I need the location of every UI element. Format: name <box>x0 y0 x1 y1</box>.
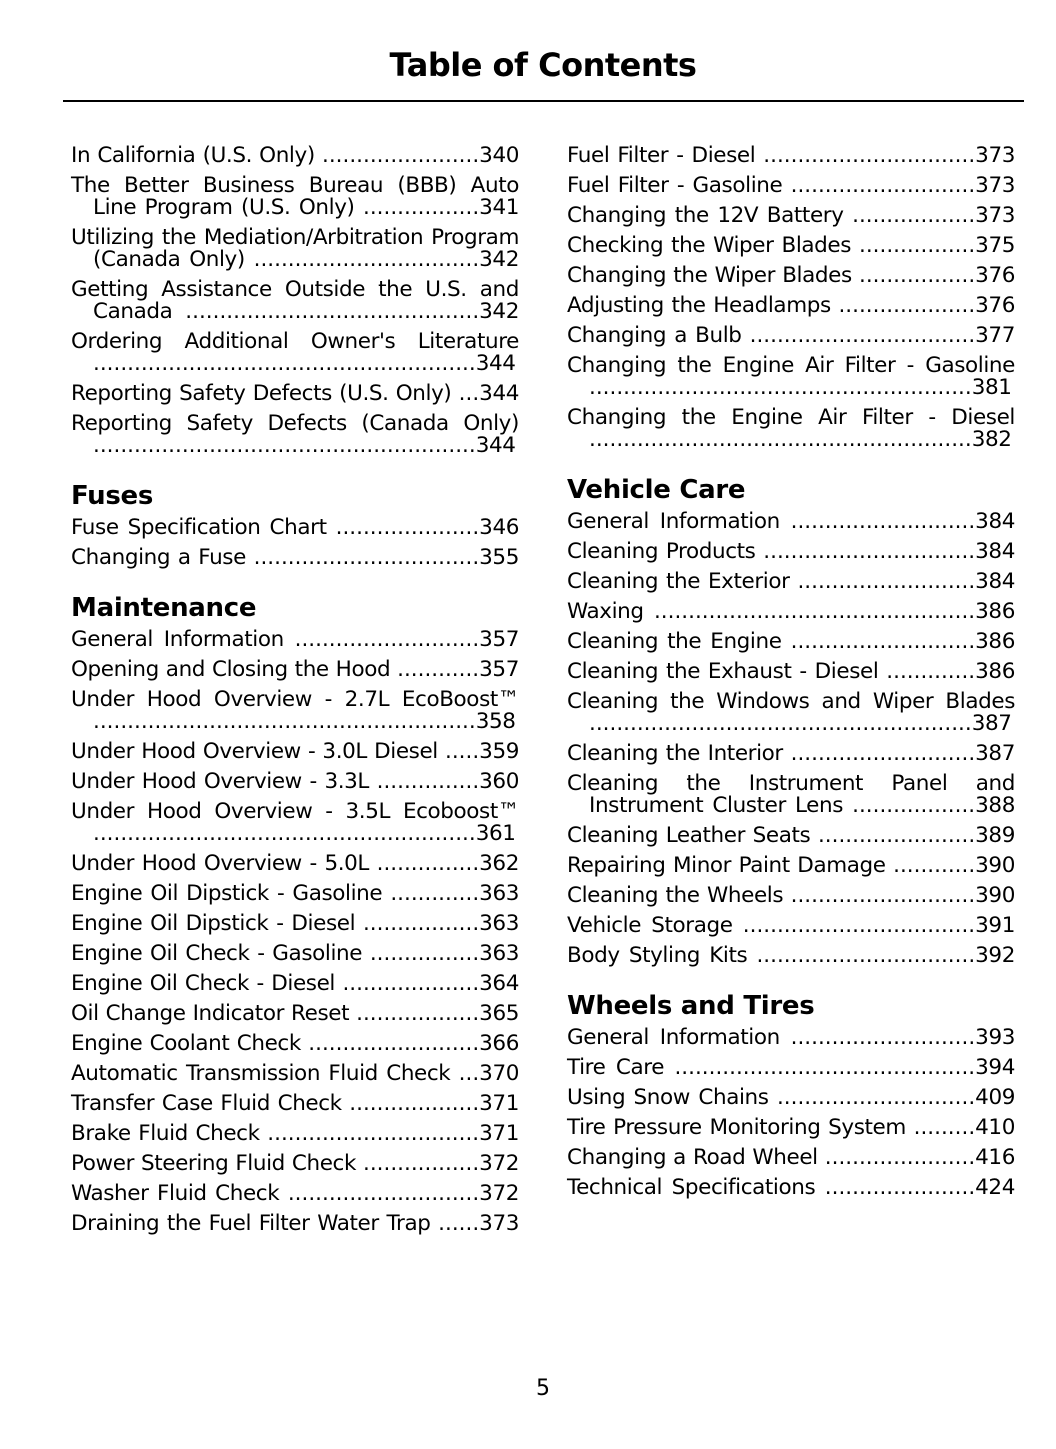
dot-leader: ................... <box>349 1091 480 1116</box>
toc-entry[interactable] <box>567 743 1015 765</box>
dot-leader: ............... <box>376 851 480 876</box>
toc-entry-page: 390 <box>975 883 1015 908</box>
toc-entry-title: General Information <box>567 509 780 534</box>
dot-leader: .................... <box>342 971 480 996</box>
toc-entry-title: Reporting Safety Defects (U.S. Only) <box>71 381 452 406</box>
dot-leader: ............. <box>390 881 480 906</box>
toc-entry-title: Cleaning the Instrument Panel and Instrument Cluster Lens <box>567 771 1015 818</box>
toc-entry-page: 364 <box>479 971 519 996</box>
dot-leader: .................................. <box>742 913 976 938</box>
toc-entry-page: 341 <box>479 195 520 220</box>
toc-entry-page: 359 <box>479 739 520 764</box>
toc-entry[interactable] <box>567 601 1015 623</box>
toc-entry-title: Ordering Additional Owner's Literature <box>71 329 519 354</box>
dot-leader: ....................... <box>817 823 976 848</box>
toc-entry-page: 376 <box>975 263 1016 288</box>
toc-entry[interactable] <box>71 973 519 995</box>
toc-entry-title: Fuel Filter - Diesel <box>567 143 756 168</box>
toc-entry-title: Waxing <box>567 599 644 624</box>
dot-leader: ........................................................ <box>93 433 476 458</box>
toc-entry[interactable] <box>71 1033 519 1055</box>
toc-entry-page: 342 <box>479 247 519 272</box>
toc-entry-page: 358 <box>475 709 516 734</box>
toc-entry[interactable] <box>567 1027 1015 1049</box>
toc-entry-title: Cleaning the Exterior <box>567 569 790 594</box>
toc-entry[interactable] <box>71 331 519 375</box>
dot-leader: ................. <box>362 911 480 936</box>
toc-entry[interactable] <box>567 1117 1015 1139</box>
toc-entry-title: General Information <box>71 627 284 652</box>
toc-entry[interactable] <box>567 541 1015 563</box>
toc-entry-page: 382 <box>971 427 1012 452</box>
toc-entry-title: Automatic Transmission Fluid Check <box>71 1061 451 1086</box>
toc-entry[interactable] <box>567 915 1015 937</box>
toc-entry-title: Draining the Fuel Filter Water Trap <box>71 1211 431 1236</box>
dot-leader: ...................... <box>824 1145 976 1170</box>
toc-entry-page: 363 <box>479 911 519 936</box>
dot-leader: .......................... <box>797 569 976 594</box>
toc-entry[interactable] <box>567 265 1015 287</box>
toc-entry-page: 373 <box>975 203 1016 228</box>
toc-entry-page: 344 <box>479 381 520 406</box>
toc-entry[interactable] <box>71 629 519 651</box>
dot-leader: .................... <box>838 293 976 318</box>
dot-leader: ..... <box>445 739 480 764</box>
toc-entry-page: 340 <box>479 143 520 168</box>
dot-leader: ............................. <box>776 1085 976 1110</box>
toc-entry-title: Body Styling Kits <box>567 943 748 968</box>
section-heading: Fuses <box>71 481 154 511</box>
toc-entry[interactable] <box>567 295 1015 317</box>
toc-entry-page: 410 <box>975 1115 1015 1140</box>
toc-entry[interactable] <box>71 175 519 219</box>
toc-entry-page: 362 <box>479 851 519 876</box>
dot-leader: ................ <box>369 941 480 966</box>
dot-leader: ........................................... <box>185 299 480 324</box>
toc-entry-title: Power Steering Fluid Check <box>71 1151 357 1176</box>
dot-leader: ..................... <box>335 515 480 540</box>
toc-entry[interactable] <box>567 205 1015 227</box>
toc-entry[interactable] <box>567 571 1015 593</box>
toc-entry-page: 387 <box>975 741 1015 766</box>
dot-leader: ............ <box>397 657 480 682</box>
toc-entry[interactable] <box>71 279 519 323</box>
toc-entry-page: 346 <box>479 515 520 540</box>
dot-leader: .................. <box>852 203 976 228</box>
dot-leader: ................................. <box>253 247 480 272</box>
page-title: Table of Contents <box>389 46 697 84</box>
toc-entry[interactable] <box>71 853 519 875</box>
toc-entry-page: 373 <box>479 1211 520 1236</box>
toc-entry-page: 355 <box>479 545 519 570</box>
toc-entry-page: 386 <box>975 659 1015 684</box>
dot-leader: ......... <box>913 1115 976 1140</box>
dot-leader: ................. <box>362 1151 480 1176</box>
toc-entry-title: Oil Change Indicator Reset <box>71 1001 350 1026</box>
toc-entry-page: 363 <box>479 941 520 966</box>
toc-entry-title: Changing a Bulb <box>567 323 742 348</box>
toc-entry[interactable] <box>567 631 1015 653</box>
toc-column-right <box>567 145 1015 1207</box>
toc-entry[interactable] <box>71 689 519 733</box>
toc-entry-page: 360 <box>479 769 519 794</box>
toc-entry[interactable] <box>71 413 519 457</box>
toc-entry-title: Changing the Wiper Blades <box>567 263 852 288</box>
toc-entry-title: Cleaning the Interior <box>567 741 783 766</box>
dot-leader: .................. <box>356 1001 480 1026</box>
dot-leader: ... <box>458 381 480 406</box>
toc-entry[interactable] <box>71 1093 519 1115</box>
dot-leader: ............................................ <box>674 1055 976 1080</box>
dot-leader: ............ <box>893 853 976 878</box>
toc-entry-title: Brake Fluid Check <box>71 1121 260 1146</box>
toc-entry-title: Cleaning the Windows and Wiper Blades <box>567 689 1015 714</box>
toc-entry-title: Changing the Engine Air Filter - Diesel <box>567 405 1015 430</box>
dot-leader: ........................... <box>790 509 976 534</box>
toc-entry[interactable] <box>71 1063 519 1085</box>
toc-entry-page: 365 <box>479 1001 520 1026</box>
toc-entry-page: 342 <box>479 299 519 324</box>
toc-entry[interactable] <box>567 945 1015 967</box>
toc-entry[interactable] <box>567 1087 1015 1109</box>
toc-entry-page: 386 <box>975 599 1015 624</box>
toc-entry[interactable] <box>71 659 519 681</box>
toc-entry[interactable] <box>71 1183 519 1205</box>
toc-entry-page: 344 <box>475 433 516 458</box>
dot-leader: ................. <box>858 263 976 288</box>
toc-entry-title: Under Hood Overview - 3.5L Ecoboost™ <box>71 799 519 824</box>
toc-entry[interactable] <box>567 691 1015 735</box>
toc-entry-title: Getting Assistance Outside the U.S. and Canada <box>71 277 519 324</box>
toc-entry-title: Tire Care <box>567 1055 665 1080</box>
dot-leader: ........................... <box>790 741 976 766</box>
toc-entry[interactable] <box>71 913 519 935</box>
toc-entry[interactable] <box>71 741 519 763</box>
title-divider <box>63 100 1024 102</box>
page-number: 5 <box>536 1376 550 1401</box>
toc-entry-title: Washer Fluid Check <box>71 1181 280 1206</box>
toc-entry[interactable] <box>71 771 519 793</box>
toc-entry-page: 371 <box>479 1121 519 1146</box>
toc-entry-page: 370 <box>479 1061 520 1086</box>
toc-entry-title: Engine Oil Dipstick - Diesel <box>71 911 356 936</box>
toc-entry-page: 376 <box>975 293 1015 318</box>
toc-entry-page: 424 <box>975 1175 1015 1200</box>
toc-entry-page: 372 <box>479 1151 520 1176</box>
dot-leader: ........................................................ <box>589 427 972 452</box>
toc-entry-title: Cleaning Products <box>567 539 756 564</box>
toc-entry-page: 366 <box>479 1031 519 1056</box>
section-heading: Vehicle Care <box>567 475 746 505</box>
dot-leader: ................................. <box>749 323 976 348</box>
toc-entry[interactable] <box>567 855 1015 877</box>
toc-entry-page: 384 <box>975 509 1016 534</box>
toc-entry[interactable] <box>567 235 1015 257</box>
toc-entry[interactable] <box>71 801 519 845</box>
toc-entry-title: Engine Coolant Check <box>71 1031 301 1056</box>
toc-entry-title: The Better Business Bureau (BBB) Auto Line Program (U.S. Only) <box>71 173 519 220</box>
toc-entry-page: 392 <box>975 943 1015 968</box>
toc-entry[interactable] <box>71 1003 519 1025</box>
toc-entry[interactable] <box>71 1153 519 1175</box>
toc-entry[interactable] <box>71 517 519 539</box>
toc-entry-title: Cleaning the Engine <box>567 629 782 654</box>
toc-entry-page: 384 <box>975 569 1016 594</box>
toc-entry-title: Engine Oil Check - Gasoline <box>71 941 363 966</box>
toc-entry[interactable] <box>71 547 519 569</box>
toc-entry[interactable] <box>71 943 519 965</box>
toc-entry-title: Cleaning the Wheels <box>567 883 784 908</box>
toc-entry-title: Changing the Engine Air Filter - Gasoline <box>567 353 1015 378</box>
toc-entry-page: 386 <box>975 629 1015 654</box>
toc-column-left <box>71 145 519 1243</box>
toc-entry-page: 357 <box>479 627 520 652</box>
toc-entry-title: Checking the Wiper Blades <box>567 233 852 258</box>
toc-entry-title: General Information <box>567 1025 780 1050</box>
dot-leader: ........................................................ <box>589 711 972 736</box>
dot-leader: ............. <box>886 659 976 684</box>
toc-entry-page: 416 <box>975 1145 1015 1170</box>
dot-leader: ............................... <box>763 143 976 168</box>
toc-entry[interactable] <box>567 885 1015 907</box>
toc-entry-page: 361 <box>475 821 516 846</box>
toc-entry[interactable] <box>71 883 519 905</box>
dot-leader: ....................... <box>321 143 480 168</box>
toc-entry[interactable] <box>71 383 519 405</box>
toc-entry[interactable] <box>71 145 519 167</box>
toc-entry[interactable] <box>567 825 1015 847</box>
dot-leader: ............................... <box>267 1121 480 1146</box>
toc-entry-title: Reporting Safety Defects (Canada Only) <box>71 411 519 436</box>
dot-leader: ........................................................ <box>93 351 476 376</box>
toc-entry[interactable] <box>567 325 1015 347</box>
dot-leader: ......................... <box>308 1031 480 1056</box>
toc-entry-title: Vehicle Storage <box>567 913 733 938</box>
dot-leader: ........................................................ <box>93 709 476 734</box>
dot-leader: ................. <box>362 195 480 220</box>
toc-entry-title: Using Snow Chains <box>567 1085 769 1110</box>
dot-leader: ........................... <box>790 883 976 908</box>
toc-entry[interactable] <box>567 145 1015 167</box>
toc-entry[interactable] <box>71 1123 519 1145</box>
toc-entry-title: Engine Oil Check - Diesel <box>71 971 336 996</box>
dot-leader: ............... <box>376 769 480 794</box>
toc-entry-page: 381 <box>971 375 1012 400</box>
toc-entry-title: Tire Pressure Monitoring System <box>567 1115 906 1140</box>
dot-leader: ........................................................ <box>93 821 476 846</box>
toc-entry-title: Transfer Case Fluid Check <box>71 1091 342 1116</box>
section-heading: Maintenance <box>71 593 257 623</box>
toc-entry-page: 393 <box>975 1025 1016 1050</box>
toc-entry-title: Engine Oil Dipstick - Gasoline <box>71 881 383 906</box>
toc-entry[interactable] <box>567 1177 1015 1199</box>
toc-entry[interactable] <box>567 355 1015 399</box>
dot-leader: ................................. <box>253 545 480 570</box>
toc-entry-page: 363 <box>479 881 520 906</box>
toc-entry[interactable] <box>567 661 1015 683</box>
toc-entry-page: 390 <box>975 853 1015 878</box>
toc-entry[interactable] <box>567 511 1015 533</box>
toc-entry-title: Changing the 12V Battery <box>567 203 844 228</box>
toc-entry-page: 388 <box>975 793 1015 818</box>
dot-leader: ........................................................ <box>589 375 972 400</box>
dot-leader: ...................... <box>824 1175 976 1200</box>
toc-entry-page: 384 <box>975 539 1015 564</box>
dot-leader: .................. <box>852 793 976 818</box>
toc-entry-title: Adjusting the Headlamps <box>567 293 831 318</box>
toc-entry-page: 377 <box>975 323 1015 348</box>
toc-entry-page: 409 <box>975 1085 1016 1110</box>
toc-entry-title: Fuel Filter - Gasoline <box>567 173 783 198</box>
toc-entry[interactable] <box>567 1057 1015 1079</box>
dot-leader: ... <box>458 1061 480 1086</box>
toc-entry-title: Under Hood Overview - 2.7L EcoBoost™ <box>71 687 519 712</box>
toc-entry-page: 373 <box>975 143 1016 168</box>
dot-leader: ............................... <box>763 539 976 564</box>
toc-entry-title: Fuse Specification Chart <box>71 515 327 540</box>
toc-entry-page: 375 <box>975 233 1016 258</box>
toc-entry-title: Under Hood Overview - 3.0L Diesel <box>71 739 438 764</box>
toc-entry-page: 372 <box>479 1181 520 1206</box>
toc-entry[interactable] <box>567 1147 1015 1169</box>
toc-entry[interactable] <box>71 227 519 271</box>
toc-entry-page: 357 <box>479 657 519 682</box>
toc-entry-title: Changing a Fuse <box>71 545 246 570</box>
dot-leader: ............................ <box>287 1181 480 1206</box>
toc-entry-title: Under Hood Overview - 3.3L <box>71 769 370 794</box>
toc-entry-page: 394 <box>975 1055 1015 1080</box>
dot-leader: ........................... <box>790 629 976 654</box>
dot-leader: ................................ <box>756 943 976 968</box>
dot-leader: ................. <box>858 233 976 258</box>
dot-leader: ...... <box>438 1211 480 1236</box>
toc-entry-page: 371 <box>479 1091 519 1116</box>
toc-entry[interactable] <box>567 175 1015 197</box>
toc-entry-title: Utilizing the Mediation/Arbitration Program (Canada Only) <box>71 225 519 272</box>
dot-leader: ........................... <box>294 627 480 652</box>
toc-entry[interactable] <box>71 1213 519 1235</box>
toc-entry-title: Cleaning the Exhaust - Diesel <box>567 659 879 684</box>
dot-leader: ........................... <box>790 1025 976 1050</box>
toc-entry-page: 387 <box>971 711 1012 736</box>
dot-leader: ............................................... <box>653 599 976 624</box>
toc-entry-title: Changing a Road Wheel <box>567 1145 818 1170</box>
toc-entry-title: Repairing Minor Paint Damage <box>567 853 886 878</box>
toc-entry-page: 373 <box>975 173 1016 198</box>
toc-entry-page: 344 <box>475 351 516 376</box>
toc-entry-title: Technical Specifications <box>567 1175 816 1200</box>
toc-entry-page: 389 <box>975 823 1015 848</box>
toc-entry-title: In California (U.S. Only) <box>71 143 315 168</box>
toc-entry[interactable] <box>567 407 1015 451</box>
toc-entry-title: Opening and Closing the Hood <box>71 657 391 682</box>
toc-entry-page: 391 <box>975 913 1015 938</box>
dot-leader: ........................... <box>790 173 976 198</box>
section-heading: Wheels and Tires <box>567 991 815 1021</box>
toc-entry-title: Cleaning Leather Seats <box>567 823 811 848</box>
toc-entry[interactable] <box>567 773 1015 817</box>
toc-entry-title: Under Hood Overview - 5.0L <box>71 851 370 876</box>
